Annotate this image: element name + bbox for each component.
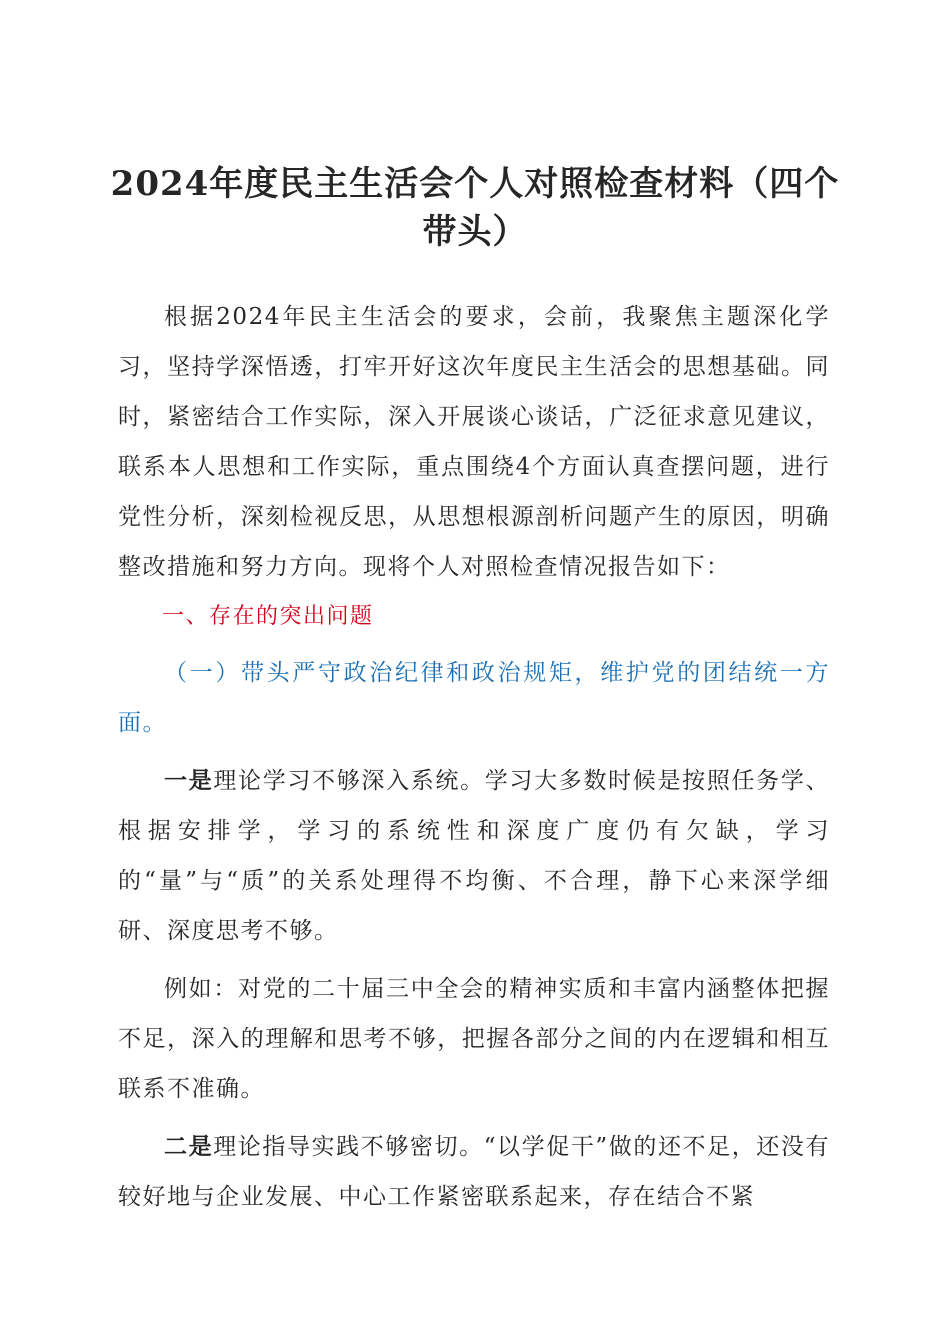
document-title: 2024年度民主生活会个人对照检查材料（四个带头）: [110, 164, 840, 252]
point-paragraph: [118, 1122, 830, 1222]
point-text: 理论指导实践不够密切。“以学促干”做的还不足，还没有较好地与企业发展、中心工作紧密联系起来，存在结合不紧: [118, 1134, 830, 1210]
point-paragraph: [118, 756, 830, 956]
section-heading: 一、存在的突出问题: [162, 604, 374, 629]
point-lead: 一是: [164, 767, 214, 794]
document-body: [118, 292, 830, 1222]
point-lead: 二是: [164, 1133, 214, 1160]
subsection-heading: （一）带头严守政治纪律和政治规矩，维护党的团结统一方面。: [118, 660, 830, 736]
intro-paragraph: 根据2024年民主生活会的要求，会前，我聚焦主题深化学习，坚持学深悟透，打牢开好这次年度民主生活会的思想基础。同时，紧密结合工作实际，深入开展谈心谈话，广泛征求意见建议，联系本人思想和工作实际，重点围绕4个方面认真查摆问题，进行党性分析，深刻检视反思，从思想根源剖析问题产生的原因，明确整改措施和努力方向。现将个人对照检查情况报告如下：: [118, 304, 830, 580]
example-paragraph: 例如：对党的二十届三中全会的精神实质和丰富内涵整体把握不足，深入的理解和思考不够，把握各部分之间的内在逻辑和相互联系不准确。: [118, 976, 830, 1102]
point-text: 理论学习不够深入系统。学习大多数时候是按照任务学、根据安排学，学习的系统性和深度广度仍有欠缺，学习的“量”与“质”的关系处理得不均衡、不合理，静下心来深学细研、深度思考不够。: [118, 768, 831, 944]
